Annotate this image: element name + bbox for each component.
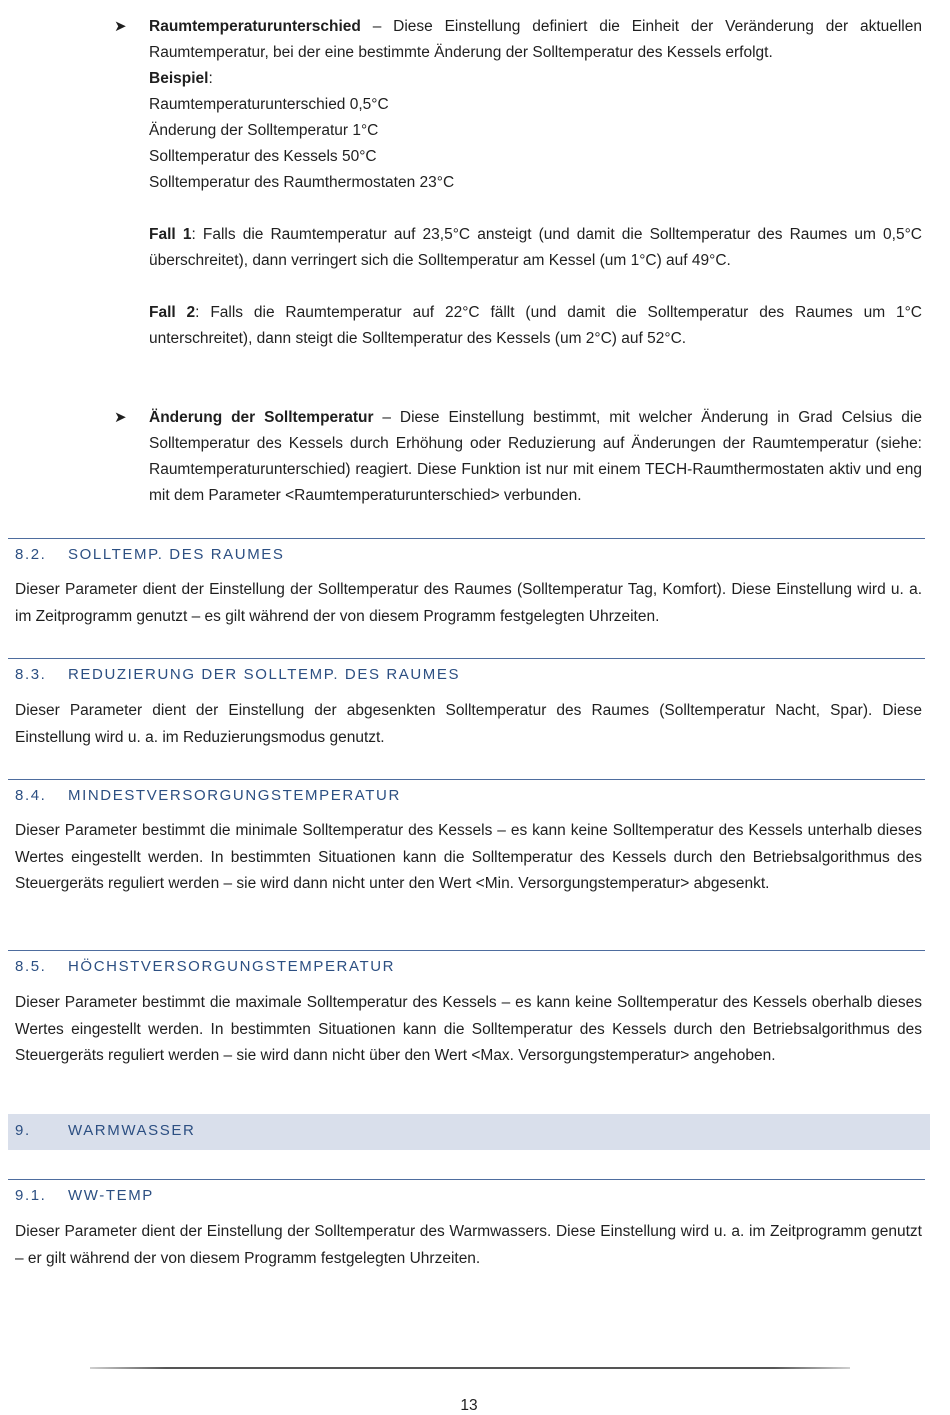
section-text: Dieser Parameter bestimmt die minimale Solltemperatur des Kessels – es kann keine Solltemperatur des Kessels unterhalb dieses Wertes eingestellt werden. In bestimmten Situationen kann die Solltemperatur des Kessels durch den Betriebsalgorithmus des Steuergeräts reguliert werden – sie wird dann nicht unter den Wert <Min. Versorgungstemperatur> abgesenkt. (15, 822, 922, 892)
footer-rule (90, 1367, 850, 1369)
chapter-number: 9. (15, 1122, 31, 1139)
section-title: HÖCHSTVERSORGUNGSTEMPERATUR (68, 958, 396, 975)
bullet-text: – Diese Einstellung bestimmt, mit welcher Änderung in Grad Celsius die Solltemperatur des Kessels durch Erhöhung oder Reduzierung auf Änderungen der Raumtemperatur (siehe: Raumtemperaturunterschied) reagiert. Diese Funktion ist nur mit einem TECH-Raumthermostaten aktiv und eng mit dem Parameter <Raumtemperaturunterschied> verbunden. (149, 409, 922, 504)
case-label: Fall 1 (149, 226, 192, 243)
bullet-text: – Diese Einstellung definiert die Einheit der Veränderung der aktuellen Raumtemperatur, bei der eine bestimmte Änderung der Solltemperatur des Kessels erfolgt. (149, 18, 922, 61)
section-title: SOLLTEMP. DES RAUMES (68, 546, 285, 563)
bullet-title: Änderung der Solltemperatur (149, 409, 374, 426)
bullet-body (149, 14, 922, 352)
section-text: Dieser Parameter dient der Einstellung der Solltemperatur des Raumes (Solltemperatur Tag, Komfort). Diese Einstellung wird u. a. im Zeitprogramm genutzt – es gilt während der von diesem Programm festgelegten Uhrzeiten. (15, 581, 922, 625)
section-divider (8, 538, 925, 539)
section-divider (8, 779, 925, 780)
chapter-title: WARMWASSER (68, 1122, 196, 1139)
section-divider (8, 1179, 925, 1180)
example-label: Beispiel (149, 70, 209, 87)
example-line: Solltemperatur des Raumthermostaten 23°C (149, 174, 455, 191)
section-heading (15, 958, 395, 975)
case-paragraph (149, 300, 922, 352)
section-number: 8.5. (15, 958, 47, 975)
section-title: REDUZIERUNG DER SOLLTEMP. DES RAUMES (68, 666, 461, 683)
example-label-line: Beispiel: (149, 70, 213, 87)
bullet-body (149, 405, 922, 509)
section-number: 8.4. (15, 787, 47, 804)
bullet-paragraph (149, 405, 922, 509)
section-heading (15, 1187, 154, 1204)
section-divider (8, 658, 925, 659)
section-text: Dieser Parameter dient der Einstellung der abgesenkten Solltemperatur des Raumes (Solltemperatur Nacht, Spar). Diese Einstellung wird u. a. im Reduzierungsmodus genutzt. (15, 702, 922, 746)
arrow-bullet-icon: ➤ (114, 409, 127, 426)
chapter-heading (15, 1122, 195, 1139)
case-paragraph (149, 222, 922, 274)
bullet-paragraph (149, 14, 922, 66)
section-number: 8.3. (15, 666, 47, 683)
section-heading (15, 666, 460, 683)
bullet-title: Raumtemperaturunterschied (149, 18, 361, 35)
section-heading (15, 546, 285, 563)
section-text: Dieser Parameter dient der Einstellung der Solltemperatur des Warmwassers. Diese Einstellung wird u. a. im Zeitprogramm genutzt – er gilt während der von diesem Programm festgelegten Uhrzeiten. (15, 1223, 922, 1267)
example-line: Raumtemperaturunterschied 0,5°C (149, 96, 389, 113)
example-line: Solltemperatur des Kessels 50°C (149, 148, 377, 165)
section-number: 8.2. (15, 546, 47, 563)
section-text: Dieser Parameter bestimmt die maximale Solltemperatur des Kessels – es kann keine Solltemperatur des Kessels oberhalb dieses Wertes eingestellt werden. In bestimmten Situationen kann die Solltemperatur des Kessels durch den Betriebsalgorithmus des Steuergeräts reguliert werden – sie wird dann nicht über den Wert <Max. Versorgungstemperatur> angehoben. (15, 994, 922, 1064)
section-title: MINDESTVERSORGUNGSTEMPERATUR (68, 787, 401, 804)
case-label: Fall 2 (149, 304, 196, 321)
chapter-band (8, 1114, 930, 1150)
section-number: 9.1. (15, 1187, 47, 1204)
section-heading (15, 787, 401, 804)
section-divider (8, 950, 925, 951)
case-text: : Falls die Raumtemperatur auf 23,5°C ansteigt (und damit die Solltemperatur des Raumes um 0,5°C überschreitet), dann verringert sich die Solltemperatur am Kessel (um 1°C) auf 49°C. (149, 226, 922, 269)
page-number: 13 (460, 1397, 478, 1414)
arrow-bullet-icon: ➤ (114, 18, 127, 35)
section-title: WW-TEMP (68, 1187, 154, 1204)
example-line: Änderung der Solltemperatur 1°C (149, 122, 379, 139)
case-text: : Falls die Raumtemperatur auf 22°C fällt (und damit die Solltemperatur des Raumes um 1°C unterschreitet), dann steigt die Solltemperatur des Kessels (um 2°C) auf 52°C. (149, 304, 922, 347)
